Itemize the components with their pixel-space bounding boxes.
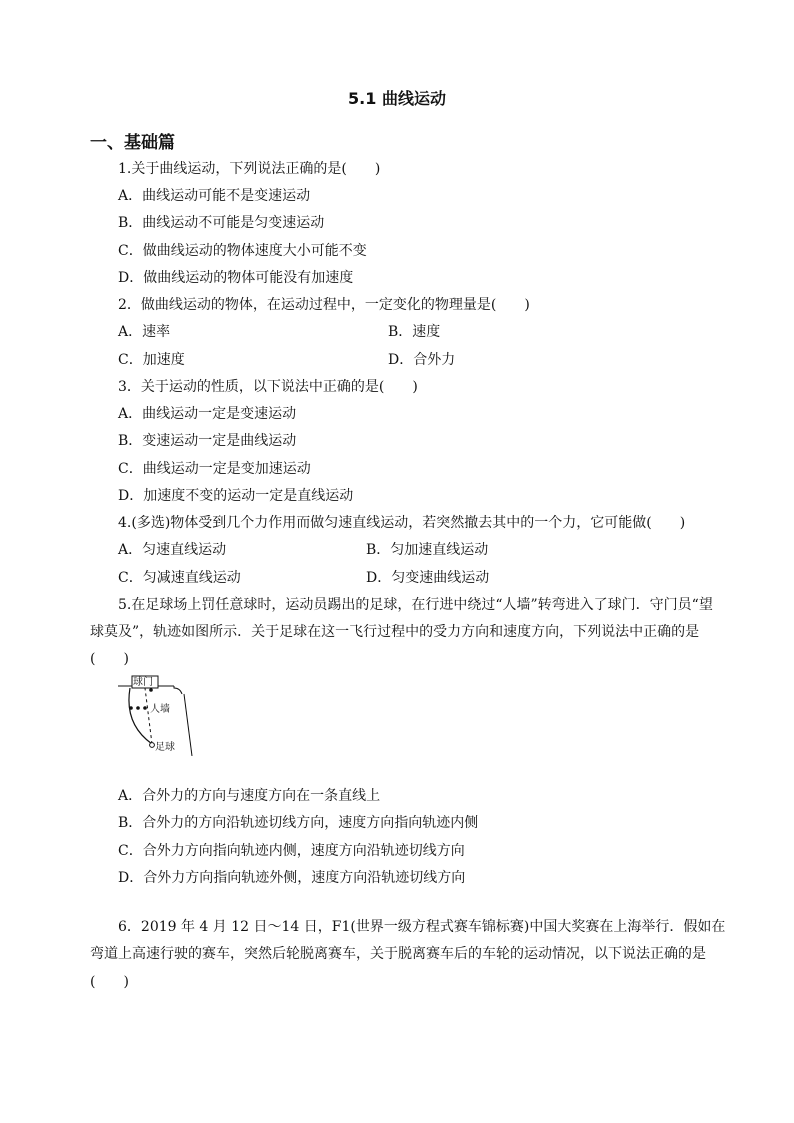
question-2-option-c: C．加速度 (118, 352, 185, 368)
question-2-option-a: A．速率 (118, 324, 171, 340)
football-trajectory-figure (118, 674, 208, 756)
goal-label: 球门 (133, 677, 153, 688)
section-heading: 一、基础篇 (90, 133, 175, 153)
wall-player-2 (136, 706, 140, 710)
straight-dashed-line (145, 688, 152, 744)
penalty-arc (174, 686, 182, 694)
question-5-option-a: A．合外力的方向与速度方向在一条直线上 (118, 788, 381, 804)
question-4-stem: 4.(多选)物体受到几个力作用而做匀速直线运动，若突然撤去其中的一个力，它可能做( ) (118, 515, 686, 531)
question-1-option-c: C．做曲线运动的物体速度大小可能不变 (118, 243, 367, 259)
field-side-line (184, 694, 192, 756)
question-4-option-a: A．匀速直线运动 (118, 542, 227, 558)
question-5-option-c: C．合外力方向指向轨迹内侧，速度方向沿轨迹切线方向 (118, 843, 465, 859)
wall-player-1 (129, 706, 133, 710)
question-3-option-b: B．变速运动一定是曲线运动 (118, 433, 297, 449)
ball-marker (150, 743, 155, 748)
question-5-stem-line-2: 球莫及”，轨迹如图所示．关于足球在这一飞行过程中的受力方向和速度方向，下列说法中正确的是 (90, 624, 700, 640)
question-4-option-b: B．匀加速直线运动 (366, 542, 489, 558)
question-5-option-d: D．合外力方向指向轨迹外侧，速度方向沿轨迹切线方向 (118, 870, 466, 886)
question-2-option-d: D．合外力 (388, 352, 456, 368)
question-1-stem: 1.关于曲线运动，下列说法正确的是( ) (118, 161, 381, 177)
football-trajectory-diagram (118, 674, 208, 756)
question-5-option-b: B．合外力的方向沿轨迹切线方向，速度方向指向轨迹内侧 (118, 815, 479, 831)
goalkeeper-dot (149, 688, 153, 692)
question-3-option-a: A．曲线运动一定是变速运动 (118, 406, 297, 422)
question-3-option-c: C．曲线运动一定是变加速运动 (118, 461, 311, 477)
question-1-option-b: B．曲线运动不可能是匀变速运动 (118, 215, 325, 231)
question-1-option-d: D．做曲线运动的物体可能没有加速度 (118, 270, 354, 286)
ball-label: 足球 (155, 742, 175, 753)
question-5-stem-line-3: ( ) (90, 651, 129, 667)
question-1-option-a: A．曲线运动可能不是变速运动 (118, 188, 311, 204)
question-3-option-d: D．加速度不变的运动一定是直线运动 (118, 488, 354, 504)
wall-label: 人墙 (150, 704, 170, 715)
ball-trajectory (129, 688, 152, 744)
wall-player-3 (143, 706, 147, 710)
page-title: 5.1 曲线运动 (348, 89, 446, 108)
question-3-stem: 3．关于运动的性质，以下说法中正确的是( ) (118, 379, 418, 395)
question-2-option-b: B．速度 (388, 324, 441, 340)
question-6-line-1: 6．2019 年 4 月 12 日～14 日，F1(世界一级方程式赛车锦标赛)中国大奖赛在上海举行．假如在 (118, 919, 726, 935)
question-6-line-2: 弯道上高速行驶的赛车，突然后轮脱离赛车，关于脱离赛车后的车轮的运动情况，以下说法正确的是 (90, 946, 706, 962)
question-4-option-d: D．匀变速曲线运动 (366, 570, 490, 586)
question-4-option-c: C．匀减速直线运动 (118, 570, 241, 586)
question-5-stem-line-1: 5.在足球场上罚任意球时，运动员踢出的足球，在行进中绕过“人墙”转弯进入了球门．守门员“望 (118, 597, 713, 613)
question-6-line-3: ( ) (90, 974, 129, 990)
question-2-stem: 2．做曲线运动的物体，在运动过程中，一定变化的物理量是( ) (118, 297, 530, 313)
